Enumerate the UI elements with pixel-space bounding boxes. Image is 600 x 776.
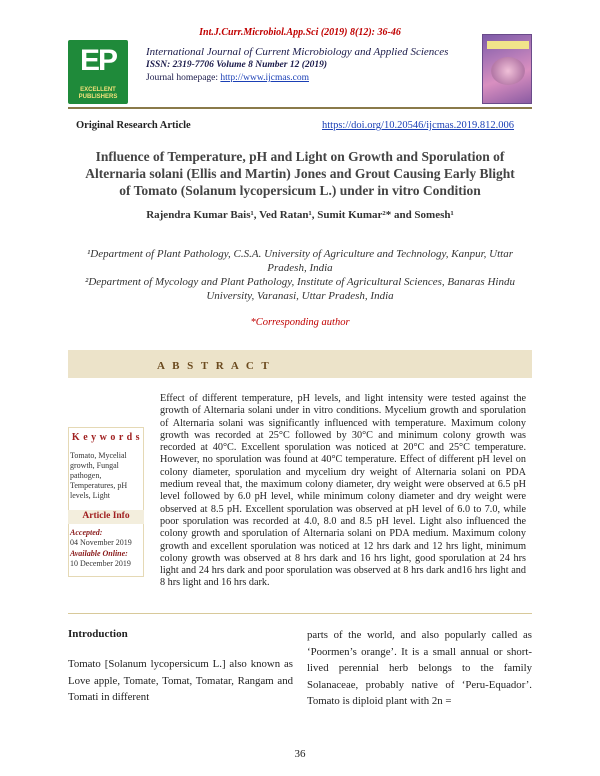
- author-list: Rajendra Kumar Bais¹, Ved Ratan¹, Sumit Kumar²* and Somesh¹: [146, 209, 454, 221]
- keywords-heading: K e y w o r d s: [71, 432, 141, 443]
- journal-issn: ISSN: 2319-7706 Volume 8 Number 12 (2019): [146, 60, 328, 70]
- journal-cover-image: [482, 34, 532, 104]
- abstract-band: [68, 350, 532, 378]
- doi-link[interactable]: https://doi.org/10.20546/ijcmas.2019.812.006: [322, 120, 515, 131]
- title-line-2: Alternaria solani (Ellis and Martin) Jones and Grout Causing Early Blight: [85, 166, 515, 181]
- introduction-column-1: Tomato [Solanum lycopersicum L.] also known as Love apple, Tomate, Tomat, Tomatar, Rangam and Tomati in different: [68, 658, 293, 703]
- affiliation-2: ²Department of Mycology and Plant Pathology, Institute of Agricultural Sciences, Banaras Hindu University, Varanasi, Uttar Pradesh, India: [85, 276, 515, 302]
- title-line-3: of Tomato (Solanum lycopersicum L.) under in vitro Condition: [119, 183, 481, 198]
- online-date: 10 December 2019: [70, 559, 131, 568]
- introduction-column-2: parts of the world, and also popularly called as ‘Poormen’s orange’. It is a small annual or short-lived perennial herb belongs to the family Solanaceae, probably native of ‘Peru-Equador’. Tomato is diploid plant with 2n =: [307, 629, 532, 707]
- keywords-list: Tomato, Mycelial growth, Fungal pathogen, Temperatures, pH levels, Light: [70, 451, 128, 500]
- header-rule: [68, 107, 532, 109]
- article-type: Original Research Article: [76, 120, 191, 131]
- journal-homepage: [146, 73, 309, 83]
- article-title: [68, 148, 532, 199]
- affiliation-1: ¹Department of Plant Pathology, C.S.A. University of Agriculture and Technology, Kanpur, Uttar Pradesh, India: [86, 248, 514, 274]
- cover-illustration: [491, 57, 525, 85]
- journal-name: International Journal of Current Microbiology and Applied Sciences: [146, 46, 449, 58]
- corresponding-author: *Corresponding author: [250, 317, 350, 328]
- logo-letters: EP: [79, 44, 117, 77]
- homepage-link[interactable]: http://www.ijcmas.com: [220, 73, 309, 83]
- publisher-logo: [68, 40, 128, 104]
- online-label: Available Online:: [70, 549, 128, 558]
- logo-publisher-text: EXCELLENT PUBLISHERS: [78, 87, 118, 100]
- introduction-heading: Introduction: [68, 628, 128, 640]
- cover-title-bar: [487, 41, 529, 49]
- section-divider: [68, 613, 532, 614]
- abstract-text: Effect of different temperature, pH levels, and light intensity were tested against the growth of Alternaria solani under in vitro conditions. Mycelium growth and sporulation of Alternaria solani was significantly influenced with temperature. Maximum colony growth was recorded at 25°C followed by 30°C and minimum colony growth was recorded at 40°C. Excellent sporulation was noticed at 20°C and 25°C temperature. However, no sporulation was found at 40°C temperature. Effect of different pH level on colony diameter, sporulation and mycelium dry weight of Alternaria solani on PDA medium reveal that, the maximum colony diameter, dry weight were observed at 6.5 pH level followed by 6.0 pH level, while minimum colony diameter and dry weight were observed at 8.5 pH. Excellent sporulation was observed at pH level of 6.0 to 7.0, while poor sporulation was recorded at 4.0, 8.0 and 8.5 pH level. Light also influenced the colony growth and sporulation of Alternaria solani on PDA medium. Maximum colony growth and excellent sporulation was noticed at 12 hrs dark and 12 hrs light, minimum colony growth was observed at 8 hrs dark and 16 hrs light, good sporulation at 24 hrs light and 24 hrs dark and poor sporulation was observed at 8 hrs dark and16 hrs light and 8 hrs light and 16 hrs dark.: [160, 393, 526, 589]
- accepted-date: 04 November 2019: [70, 538, 132, 547]
- accepted-label: Accepted:: [70, 528, 103, 537]
- journal-reference: Int.J.Curr.Microbiol.App.Sci (2019) 8(12): 36-46: [199, 27, 401, 38]
- abstract-heading: A B S T R A C T: [157, 360, 272, 372]
- page-number: 36: [294, 748, 306, 760]
- article-info-heading: Article Info: [68, 510, 144, 524]
- homepage-label: Journal homepage:: [146, 73, 221, 83]
- title-line-1: Influence of Temperature, pH and Light on Growth and Sporulation of: [95, 149, 505, 164]
